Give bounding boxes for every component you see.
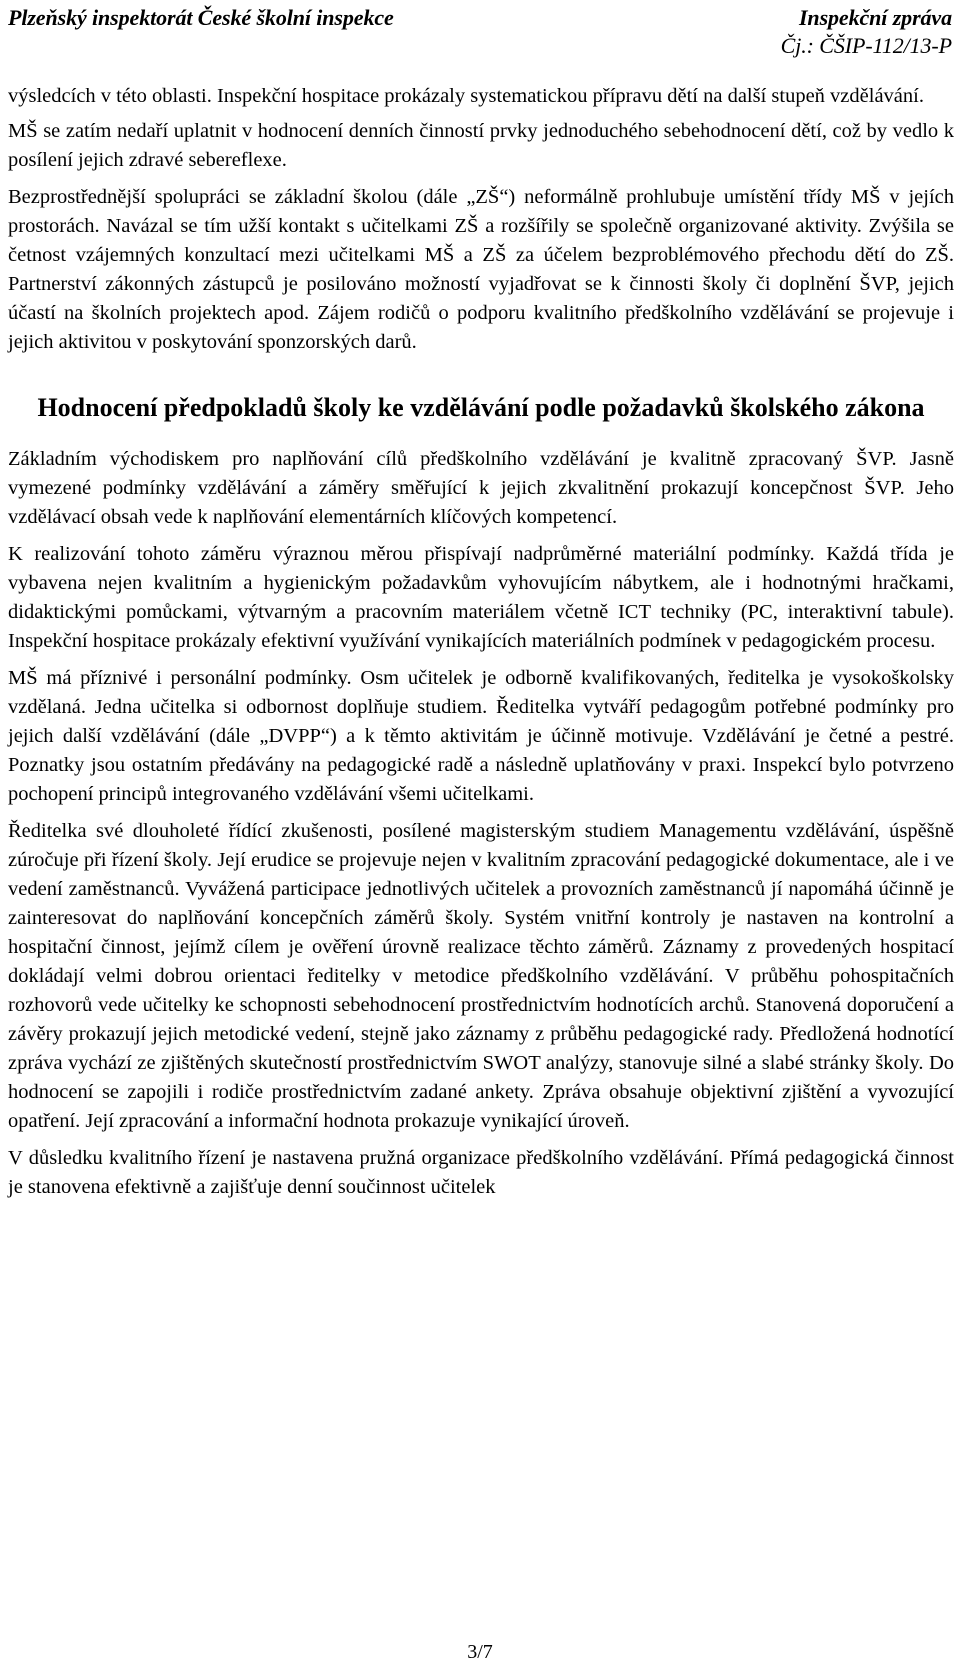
paragraph-4: Základním východiskem pro naplňování cílů předškolního vzdělávání je kvalitně zpracovaný ŠVP. Jasně vymezené podmínky vzdělávání a záměry směřující k jejich zkvalitnění prokazují koncepčnost ŠVP. Jeho vzdělávací obsah vede k naplňování elementárních klíčových kompetencí. [8, 448, 954, 528]
paragraph-3: Bezprostřednější spolupráci se základní školou (dále „ZŠ“) neformálně prohlubuje umístění třídy MŠ v jejích prostorách. Navázal se tím užší kontakt s učitelkami ZŠ a rozšířily se společně organizované aktivity. Zvýšila se četnost vzájemných konzultací mezi učitelkami MŠ a ZŠ za účelem bezproblémového přechodu dětí do ZŠ. Partnerství zákonných zástupců je posilováno možností vyjadřovat se k činnosti školy či doplnění ŠVP, jejich účastí na školních projektech apod. Zájem rodičů o podporu kvalitního předškolního vzdělávání se projevuje i jejich aktivitou v poskytování sponzorských darů. [8, 186, 954, 353]
paragraph-8: V důsledku kvalitního řízení je nastavena pružná organizace předškolního vzdělávání. Přímá pedagogická činnost je stanovena efektivně a zajišťuje denní součinnost učitelek [8, 1147, 954, 1198]
inspectorate-name: Plzeňský inspektorát České školní inspekce [8, 5, 394, 30]
paragraph-5: K realizování tohoto záměru výraznou měrou přispívají nadprůměrné materiální podmínky. Každá třída je vybavena nejen kvalitním a hygienickým požadavkům vyhovujícím nábytkem, ale i hodnotnými hračkami, didaktickými pomůckami, výtvarným a pracovním materiálem včetně ICT techniky (PC, interaktivní tabule). Inspekční hospitace prokázaly efektivní využívání vynikajících materiálních podmínek v pedagogickém procesu. [8, 543, 954, 652]
document-body [8, 82, 954, 1210]
paragraph-2: MŠ se zatím nedaří uplatnit v hodnocení denních činností prvky jednoduchého sebehodnocení dětí, což by vedlo k posílení jejich zdravé sebereflexe. [8, 120, 954, 171]
paragraph-6: MŠ má příznivé i personální podmínky. Osm učitelek je odborně kvalifikovaných, ředitelka je vysokoškolsky vzdělaná. Jedna učitelka si odbornost doplňuje studiem. Ředitelka vytváří pedagogům potřebné podmínky pro jejich další vzdělávání (dále „DVPP“) a k těmto aktivitám je účinně motivuje. Vzdělávání je četné a pestré. Poznatky jsou ostatním předávány na pedagogické radě a následně uplatňovány v praxi. Inspekcí bylo potvrzeno pochopení principů integrovaného vzdělávání všemi učitelkami. [8, 667, 954, 805]
paragraph-7: Ředitelka své dlouholeté řídící zkušenosti, posílené magisterským studiem Managementu vzdělávání, úspěšně zúročuje při řízení školy. Její erudice se projevuje nejen v kvalitním zpracování pedagogické dokumentace, ale i ve vedení zaměstnanců. Vyvážená participace jednotlivých učitelek a provozních zaměstnanců jí napomáhá účinně je zainteresovat do naplňování koncepčních záměrů školy. Systém vnitřní kontroly je nastaven na kontrolní a hospitační činnost, jejímž cílem je ověření úrovně realizace těchto záměrů. Záznamy z provedených hospitací dokládají velmi dobrou orientaci ředitelky v metodice předškolního vzdělávání. V průběhu pohospitačních rozhovorů vede učitelky ke schopnosti sebehodnocení prostřednictvím hodnotících archů. Stanovená doporučení a závěry prokazují jejich metodické vedení, stejně jako záznamy z průběhu pedagogické rady. Předložená hodnotící zpráva vychází ze zjištěných skutečností prostřednictvím SWOT analýzy, stanovuje silné a slabé stránky školy. Do hodnocení se zapojili i rodiče prostřednictvím zadané ankety. Zpráva obsahuje objektivní zjištění a vyvozující opatření. Její zpracování a informační hodnota prokazuje vynikající úroveň. [8, 820, 954, 1132]
page-number: 3/7 [467, 1641, 493, 1663]
reference-number: Čj.: ČŠIP-112/13-P [780, 33, 952, 58]
paragraph-1: výsledcích v této oblasti. Inspekční hospitace prokázaly systematickou přípravu dětí na další stupeň vzdělávání. [8, 85, 924, 107]
page-header [8, 4, 952, 60]
section-heading: Hodnocení předpokladů školy ke vzdělávání podle požadavků školského zákona [37, 393, 925, 422]
report-title: Inspekční zpráva [798, 5, 952, 30]
report-header-right [781, 4, 952, 60]
